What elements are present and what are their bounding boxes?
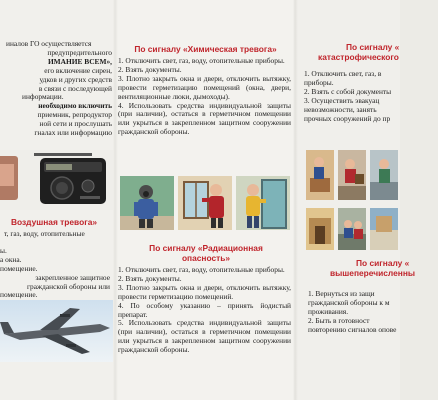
chemical-alarm-item: 4. Использовать средства индивидуальной защиты (при наличии), остаться в герметичном помещении или укрыться в закрепленном защитном сооружении гражданской обороны.: [118, 100, 291, 137]
chemical-alarm-item: 1. Отключить свет, газ, воду, отопительные приборы.: [118, 56, 285, 65]
intro-bold-line: необходимо включить: [38, 101, 112, 111]
evacuation-illustration: [370, 150, 398, 200]
intro-line: его включение сирен,: [44, 65, 112, 75]
door-sealing-illustration: [236, 176, 290, 230]
radiation-danger-item: 1. Отключить свет, газ, воду, отопительные приборы.: [118, 265, 285, 274]
air-raid-line: помещение.: [0, 263, 38, 273]
shelter-illustration: [338, 208, 366, 250]
evacuation-illustration: [306, 150, 334, 200]
all-clear-title-line: вышеперечисленны: [330, 268, 416, 278]
gas-mask-illustration: [120, 176, 174, 230]
aircraft-image: [0, 300, 113, 362]
evacuation-illustration: [338, 150, 366, 200]
air-raid-line: закрепленное защитное: [35, 272, 110, 282]
flood-line: невозможности, занять: [304, 104, 377, 114]
left-column: [0, 0, 113, 400]
flood-title-line: катастрофического: [318, 52, 399, 62]
intro-line: предупредительного: [47, 47, 112, 57]
radiation-danger-instructions: [118, 266, 291, 355]
all-clear-line: 2. Быть в готовност: [308, 315, 370, 325]
shelter-illustration: [370, 208, 398, 250]
intro-line: гналах или информацию: [34, 128, 112, 138]
intro-line: удков и других средств: [39, 74, 112, 84]
intro-bold-line: ИМАНИЕ ВСЕМ»,: [47, 56, 112, 66]
air-raid-line: т, газ, воду, отопительные: [4, 229, 85, 238]
all-clear-line: проживания.: [308, 306, 349, 316]
shelter-illustration: [306, 208, 334, 250]
intro-line: приемник, репродуктор: [37, 110, 112, 120]
air-raid-line: гражданской обороны или: [26, 281, 110, 291]
air-raid-line: помещение.: [0, 290, 38, 300]
flood-title-line: По сигналу «: [346, 42, 400, 52]
all-clear-signal-text: [308, 290, 438, 335]
all-clear-line: гражданской обороны к м: [308, 297, 390, 307]
all-clear-line: 1. Вернуться из защи: [308, 289, 375, 298]
intro-line: информации.: [22, 92, 64, 102]
radiation-danger-item: 5. Использовать средства индивидуальной защиты (при наличии), остаться в герметичном помещении или укрыться в закрепленном защитном сооружении гражданской обороны.: [118, 318, 291, 355]
flood-line: прочных сооружений до пр: [304, 113, 391, 123]
radiation-danger-item: 4. По особому указанию – принять йодистый препарат.: [118, 300, 291, 319]
flood-line: 1. Отключить свет, газ, в: [304, 69, 382, 78]
chemical-alarm-item: 3. Плотно закрыть окна и двери, отключить вытяжку, провести герметизацию помещений (окна, двери, вентиляционные люки, дымоходы).: [118, 73, 291, 101]
middle-column: [118, 0, 293, 400]
intro-text: [2, 40, 112, 138]
radiation-danger-item: 2. Взять документы.: [118, 273, 182, 283]
right-column: [298, 0, 416, 400]
flood-line: 2. Взять с собой документы: [304, 86, 392, 96]
air-raid-title: Воздушная тревога»: [10, 217, 98, 227]
chemical-alarm-title: По сигналу «Химическая тревога»: [134, 44, 277, 54]
air-raid-line: ы.: [0, 245, 7, 255]
flood-line: приборы.: [304, 77, 334, 87]
radiation-danger-item: 3. Плотно закрыть окна и двери, отключить вытяжку, провести герметизацию помещений.: [118, 282, 291, 301]
flood-signal-title: [298, 42, 418, 62]
all-clear-title-line: По сигналу «: [356, 258, 410, 268]
air-raid-text: [0, 230, 110, 300]
all-clear-line: повторению сигналов опове: [308, 324, 397, 334]
air-raid-line: а окна.: [0, 254, 22, 264]
flood-line: 3. Осуществить эвакуац: [304, 95, 380, 105]
radio-image: [0, 150, 113, 210]
sealing-window-illustration: [178, 176, 232, 230]
intro-line: в связи с последующей: [38, 83, 112, 93]
intro-line: ной сети и прослушать: [39, 119, 112, 129]
radiation-danger-title: По сигналу «Радиационная опасность»: [149, 243, 263, 263]
chemical-alarm-item: 2. Взять документы.: [118, 64, 182, 74]
flood-signal-text: [304, 70, 434, 123]
chemical-alarm-instructions: [118, 57, 291, 137]
all-clear-signal-title: [298, 258, 418, 278]
intro-line: иналов ГО осуществляется: [6, 39, 92, 48]
